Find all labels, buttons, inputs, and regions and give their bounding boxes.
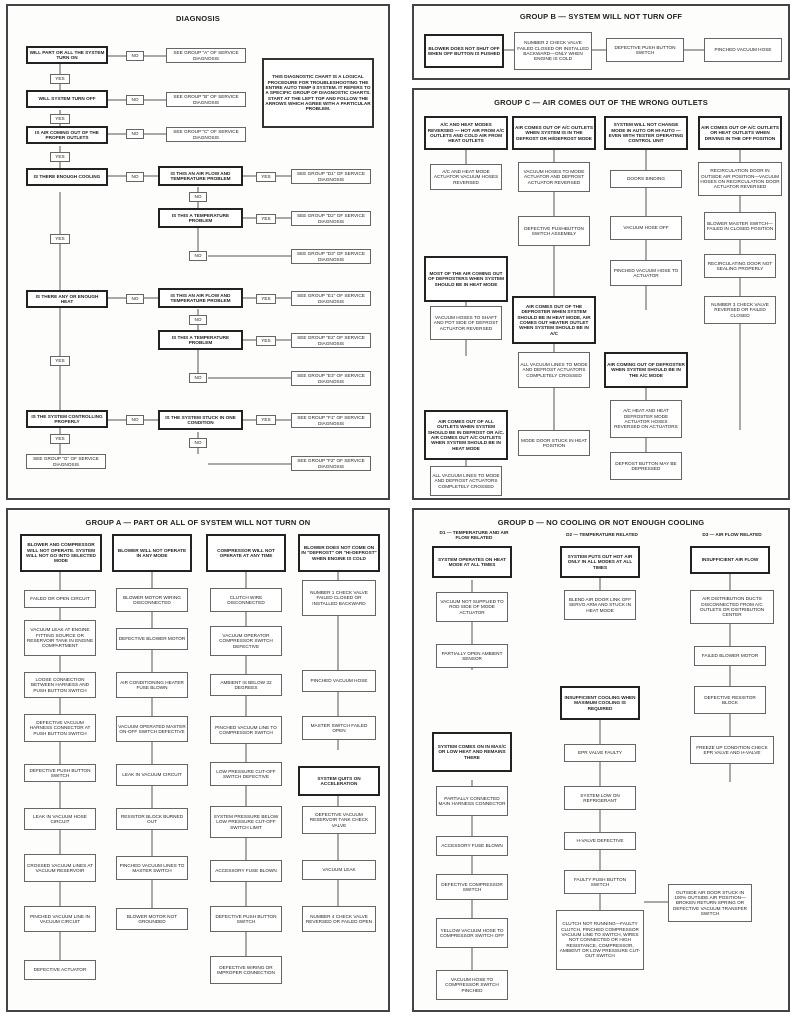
group-d-heading: SYSTEM PUTS OUT HOT AIR ONLY IN ALL MODES AT ALL TIMES xyxy=(560,546,640,578)
question-enough-cooling: IS THERE ENOUGH COOLING xyxy=(26,168,108,186)
group-a-cause: LEAK IN VACUUM HOSE CIRCUIT xyxy=(24,808,96,830)
group-d-cause: PARTIALLY CONNECTED MAIN HARNESS CONNECTOR xyxy=(436,786,508,816)
question-temp-problem: IS THIS A TEMPERATURE PROBLEM xyxy=(158,208,243,228)
group-d-cause: FAILED BLOWER MOTOR xyxy=(694,646,766,666)
group-d-heading: INSUFFICIENT COOLING WHEN MAXIMUM COOLING IS REQUIRED xyxy=(560,686,640,720)
group-c-cause: DEFROST BUTTON MAY BE DEPRESSED xyxy=(610,452,682,480)
no-label: NO xyxy=(126,415,144,425)
group-a-cause: VACUUM OPERATED MASTER ON-OFF SWITCH DEFECTIVE xyxy=(116,716,188,742)
group-c-cause: A/C HEAT AND HEAT DEFROSTER MODE ACTUATOR HOSES REVERSED ON ACTUATORS xyxy=(610,400,682,438)
see-group-d2: SEE GROUP "D2" OF SERVICE DIAGNOSIS xyxy=(291,211,371,226)
group-b-cause: PINCHED VACUUM HOSE xyxy=(704,38,782,62)
group-b-heading: BLOWER DOES NOT SHUT OFF WHEN OFF BUTTON IS PUSHED xyxy=(424,34,504,68)
see-group-e3: SEE GROUP "E3" OF SERVICE DIAGNOSIS xyxy=(291,371,371,386)
group-c-cause: VACUUM HOSES TO MODE ACTUATOR AND DEFROST ACTUATOR REVERSED xyxy=(518,162,590,192)
group-a-cause: PINCHED VACUUM LINE IN VACUUM CIRCUIT xyxy=(24,906,96,932)
yes-label: YES xyxy=(50,152,70,162)
group-a-cause: VACUUM OPERATOR COMPRESSOR SWITCH DEFECTIVE xyxy=(210,626,282,656)
see-group-g: SEE GROUP "G" OF SERVICE DIAGNOSIS xyxy=(26,454,106,469)
group-a-cause: DEFECTIVE PUSH BUTTON SWITCH xyxy=(210,906,282,932)
group-d-cause: ACCESSORY FUSE BLOWN xyxy=(436,836,508,856)
group-a-cause: ACCESSORY FUSE BLOWN xyxy=(210,860,282,882)
no-label: NO xyxy=(189,315,207,325)
group-d-cause-side: OUTSIDE AIR DOOR STUCK IN 100% OUTSIDE AIR POSITION—BROKEN RETURN SPRING OR DEFECTIVE VACUUM TRANSFER SWITCH xyxy=(668,884,752,922)
see-group-f2: SEE GROUP "F2" OF SERVICE DIAGNOSIS xyxy=(291,456,371,471)
see-group-d3: SEE GROUP "D3" OF SERVICE DIAGNOSIS xyxy=(291,249,371,264)
group-c-heading: AIR COMES OUT OF A/C OUTLETS WHEN SYSTEM IS IN THE DEFROST OR HI/DEFROST MODE xyxy=(512,116,596,150)
see-group-f1: SEE GROUP "F1" OF SERVICE DIAGNOSIS xyxy=(291,413,371,428)
group-c-cause: RECIRCULATION DOOR IN OUTSIDE AIR POSITION—VACUUM HOSES ON RECIRCULATION DOOR ACTUATOR REVERSED xyxy=(698,162,782,196)
group-c-cause: BLOWER MASTER SWITCH—FAILED IN CLOSED POSITION xyxy=(704,212,776,240)
question-system-turn-on: WILL PART OR ALL THE SYSTEM TURN ON xyxy=(26,46,108,64)
group-d-cause: DEFECTIVE COMPRESSOR SWITCH xyxy=(436,874,508,900)
group-a-cause: LOW PRESSURE CUT-OFF SWITCH DEFECTIVE xyxy=(210,762,282,786)
group-c-heading: AIR COMING OUT OF DEFROSTER WHEN SYSTEM SHOULD BE IN THE A/C MODE xyxy=(604,352,688,388)
group-c-cause: DOORS BINDING xyxy=(610,170,682,188)
group-b-cause: DEFECTIVE PUSH BUTTON SWITCH xyxy=(606,38,684,62)
question-stuck-condition: IS THE SYSTEM STUCK IN ONE CONDITION xyxy=(158,410,243,430)
yes-label: YES xyxy=(256,336,276,346)
yes-label: YES xyxy=(50,434,70,444)
see-group-d1: SEE GROUP "D1" OF SERVICE DIAGNOSIS xyxy=(291,169,371,184)
group-a-cause: DEFECTIVE ACTUATOR xyxy=(24,960,96,980)
group-c-cause: ALL VACUUM LINES TO MODE AND DEFROST ACTUATORS COMPLETELY CROSSED xyxy=(518,352,590,388)
question-airflow-temp-2: IS THIS AN AIR FLOW AND TEMPERATURE PROBLEM xyxy=(158,288,243,308)
group-a-cause: DEFECTIVE VACUUM HARNESS CONNECTOR AT PUSH BUTTON SWITCH xyxy=(24,714,96,742)
group-a-cause: DEFECTIVE BLOWER MOTOR xyxy=(116,628,188,650)
yes-label: YES xyxy=(256,294,276,304)
group-c-panel xyxy=(412,88,790,500)
group-c-heading: AIR COMES OUT OF A/C OUTLETS OR HEAT OUTLETS WHEN DRIVING IN THE OFF POSITION xyxy=(698,116,782,150)
yes-label: YES xyxy=(50,234,70,244)
group-a-cause: DEFECTIVE WIRING OR IMPROPER CONNECTION xyxy=(210,956,282,984)
group-a-cause: BLOWER MOTOR NOT GROUNDED xyxy=(116,908,188,930)
group-a-heading: SYSTEM QUITS ON ACCELERATION xyxy=(298,766,380,796)
see-group-b: SEE GROUP "B" OF SERVICE DIAGNOSIS xyxy=(166,92,246,107)
group-d-cause: SYSTEM LOW ON REFRIGERANT xyxy=(564,786,636,810)
diagnosis-title: DIAGNOSIS xyxy=(176,14,220,23)
group-b-title: GROUP B — SYSTEM WILL NOT TURN OFF xyxy=(519,12,683,21)
group-a-cause: PINCHED VACUUM LINE TO COMPRESSOR SWITCH xyxy=(210,716,282,744)
group-c-cause: PINCHED VACUUM HOSE TO ACTUATOR xyxy=(610,260,682,286)
group-d-cause: VACUUM HOSE TO COMPRESSOR SWITCH PINCHED xyxy=(436,970,508,1000)
group-d-subtitle: D1 — TEMPERATURE AND AIR FLOW RELATED xyxy=(439,529,509,540)
group-a-cause: BLOWER MOTOR WIRING DISCONNECTED xyxy=(116,588,188,612)
group-a-cause: NUMBER 4 CHECK VALVE REVERSED OR FAILED OPEN xyxy=(302,906,376,932)
group-d-cause: CLUTCH NOT RUNNING—FAULTY CLUTCH, PINCHED COMPRESSOR VACUUM LINE TO SWITCH, WIRES NOT CONNECTED OR HIGH RESISTANCE, COMPRESSOR, AMBIENT OR LOW PRESSURE CUT-OUT SWITCH xyxy=(556,910,644,970)
group-a-heading: BLOWER DOES NOT COME ON IN "DEFROST" OR "HI-DEFROST" WHEN ENGINE IS COLD xyxy=(298,534,380,572)
group-c-cause: DEFECTIVE PUSHBUTTON SWITCH ASSEMBLY xyxy=(518,216,590,246)
group-a-cause: DEFECTIVE VACUUM RESERVOIR TANK CHECK VALVE xyxy=(302,806,376,834)
group-a-heading: BLOWER AND COMPRESSOR WILL NOT OPERATE. SYSTEM WILL NOT GO INTO SELECTED MODE xyxy=(20,534,102,572)
group-b-panel xyxy=(412,4,790,80)
no-label: NO xyxy=(189,251,207,261)
group-d-cause: VACUUM NOT SUPPLIED TO ROD SIDE OF MODE ACTUATOR xyxy=(436,592,508,622)
group-a-cause: VACUUM LEAK AT ENGINE FITTING SOURCE OR RESERVOIR TANK IN ENGINE COMPARTMENT xyxy=(24,620,96,656)
yes-label: YES xyxy=(256,172,276,182)
group-a-cause: LOOSE CONNECTION BETWEEN HARNESS AND PUSH BUTTON SWITCH xyxy=(24,672,96,698)
group-d-cause: EPR VALVE FAULTY xyxy=(564,744,636,762)
group-a-cause: RESISTOR BLOCK BURNED OUT xyxy=(116,808,188,830)
group-d-cause: DEFECTIVE RESISTOR BLOCK xyxy=(694,686,766,714)
group-d-cause: FREEZE UP CONDITION CHECK EPR VALVE AND H-VALVE xyxy=(690,736,774,764)
question-airflow-temp: IS THIS AN AIR FLOW AND TEMPERATURE PROBLEM xyxy=(158,166,243,186)
question-system-turn-off: WILL SYSTEM TURN OFF xyxy=(26,90,108,108)
group-c-heading: MOST OF THE AIR COMING OUT OF DEFROSTERS WHEN SYSTEM SHOULD BE IN HEAT MODE xyxy=(424,256,508,302)
group-d-cause: BLEND AIR DOOR LINK OFF SERVO ARM AND STUCK IN HEAT MODE xyxy=(564,590,636,620)
no-label: NO xyxy=(126,294,144,304)
see-group-e2: SEE GROUP "E2" OF SERVICE DIAGNOSIS xyxy=(291,333,371,348)
group-d-subtitle: D2 — TEMPERATURE RELATED xyxy=(566,532,638,538)
group-c-heading: SYSTEM WILL NOT CHANGE MODE IN AUTO OR HI-AUTO — EVEN WITH TESTER OPERATING CONTROL UNIT xyxy=(604,116,688,150)
no-label: NO xyxy=(189,192,207,202)
group-d-subtitle: D3 — AIR FLOW RELATED xyxy=(702,532,762,538)
no-label: NO xyxy=(126,51,144,61)
group-d-title: GROUP D — NO COOLING OR NOT ENOUGH COOLING xyxy=(497,518,705,527)
group-a-cause: NUMBER 1 CHECK VALVE FAILED CLOSED OR INSTALLED BACKWARD xyxy=(302,580,376,616)
group-c-heading: AIR COMES OUT OF THE DEFROSTER WHEN SYSTEM SHOULD BE IN HEAT MODE, AIR COMES OUT HEATER OUTLET WHEN SYSTEM SHOULD BE IN A/C xyxy=(512,296,596,344)
see-group-c: SEE GROUP "C" OF SERVICE DIAGNOSIS xyxy=(166,127,246,142)
no-label: NO xyxy=(126,172,144,182)
group-c-heading: AIR COMES OUT OF ALL OUTLETS WHEN SYSTEM SHOULD BE IN DEFROST OR A/C. AIR COMES OUT A/C OUTLETS WHEN SYSTEM SHOULD BE IN HEAT MODE xyxy=(424,410,508,460)
group-c-cause: MODE DOOR STUCK IN HEAT POSITION xyxy=(518,430,590,456)
group-d-panel xyxy=(412,508,790,1012)
group-a-cause: PINCHED VACUUM LINES TO MASTER SWITCH xyxy=(116,856,188,880)
group-a-cause: MASTER SWITCH FAILED OPEN xyxy=(302,716,376,740)
group-c-cause: RECIRCULATING DOOR NOT SEALING PROPERLY xyxy=(704,254,776,278)
no-label: NO xyxy=(126,129,144,139)
group-c-heading: A/C AND HEAT MODES REVERSED — HOT AIR FROM A/C OUTLETS AND COLD AIR FROM HEAT OUTLETS xyxy=(424,116,508,150)
yes-label: YES xyxy=(50,114,70,124)
yes-label: YES xyxy=(256,214,276,224)
group-d-heading: SYSTEM COMES ON IN MAX/C OR LOW HEAT AND REMAINS THERE xyxy=(432,732,512,772)
group-c-cause: A/C AND HEAT MODE ACTUATOR VACUUM HOSES REVERSED xyxy=(430,164,502,190)
group-c-cause: VACUUM HOSE OFF xyxy=(610,216,682,240)
group-c-title: GROUP C — AIR COMES OUT OF THE WRONG OUTLETS xyxy=(494,98,708,107)
group-d-cause: PARTIALLY OPEN AMBIENT SENSOR xyxy=(436,644,508,668)
group-a-cause: DEFECTIVE PUSH BUTTON SWITCH xyxy=(24,764,96,782)
question-enough-heat: IS THERE ANY OR ENOUGH HEAT xyxy=(26,290,108,308)
group-d-cause: AIR DISTRIBUTION DUCTS DISCONNECTED FROM A/C OUTLETS OR DISTRIBUTION CENTER xyxy=(690,590,774,624)
group-a-cause: PINCHED VACUUM HOSE xyxy=(302,670,376,692)
group-a-cause: AIR CONDITIONING HEATER FUSE BLOWN xyxy=(116,672,188,698)
group-c-cause: NUMBER 3 CHECK VALVE REVERSED OR FAILED CLOSED xyxy=(704,296,776,324)
group-a-title: GROUP A — PART OR ALL OF SYSTEM WILL NOT TURN ON xyxy=(85,518,311,527)
group-d-heading: INSUFFICIENT AIR FLOW xyxy=(690,546,770,574)
group-a-cause: CROSSED VACUUM LINES AT VACUUM RESERVOIR xyxy=(24,854,96,882)
no-label: NO xyxy=(126,95,144,105)
question-temp-problem-2: IS THIS A TEMPERATURE PROBLEM xyxy=(158,330,243,350)
group-a-heading: COMPRESSOR WILL NOT OPERATE AT ANY TIME xyxy=(206,534,286,572)
group-a-cause: AMBIENT IS BELOW 32 DEGREES xyxy=(210,674,282,696)
yes-label: YES xyxy=(50,356,70,366)
group-b-cause: NUMBER 2 CHECK VALVE FAILED CLOSED OR INSTALLED BACKWARD—ONLY WHEN ENGINE IS COLD xyxy=(514,32,592,70)
group-a-heading: BLOWER WILL NOT OPERATE IN ANY MODE xyxy=(112,534,192,572)
no-label: NO xyxy=(189,438,207,448)
question-controlling-properly: IS THE SYSTEM CONTROLLING PROPERLY xyxy=(26,410,108,428)
yes-label: YES xyxy=(256,415,276,425)
no-label: NO xyxy=(189,373,207,383)
question-proper-outlets: IS AIR COMING OUT OF THE PROPER OUTLETS xyxy=(26,126,108,144)
diagnostic-note: THIS DIAGNOSTIC CHART IS A LOGICAL PROCEDURE FOR TROUBLESHOOTING THE ENTIRE AUTO TEMP II SYSTEM. IT REFERS TO A SPECIFIC GROUP OF DIAGNOSTIC CHARTS. START AT THE LEFT TOP AND FOLLOW THE ARROWS WHICH AGREE WITH A PARTICULAR PROBLEM. xyxy=(262,58,374,128)
group-a-cause: CLUTCH WIRE DISCONNECTED xyxy=(210,588,282,612)
group-d-cause: FAULTY PUSH BUTTON SWITCH xyxy=(564,870,636,894)
group-d-cause: H-VALVE DEFECTIVE xyxy=(564,832,636,850)
group-d-cause: YELLOW VACUUM HOSE TO COMPRESSOR SWITCH OFF xyxy=(436,918,508,948)
group-a-cause: VACUUM LEAK xyxy=(302,860,376,880)
diagnosis-panel xyxy=(6,4,390,500)
group-c-cause: VACUUM HOSES TO SHAFT AND POT SIDE OF DEFROST ACTUATOR REVERSED xyxy=(430,306,502,340)
group-c-cause: ALL VACUUM LINES TO MODE AND DEFROST ACTUATORS COMPLETELY CROSSED xyxy=(430,466,502,496)
group-a-panel xyxy=(6,508,390,1012)
yes-label: YES xyxy=(50,74,70,84)
see-group-a: SEE GROUP "A" OF SERVICE DIAGNOSIS xyxy=(166,48,246,63)
group-a-cause: LEAK IN VACUUM CIRCUIT xyxy=(116,764,188,786)
group-a-cause: FAILED OR OPEN CIRCUIT xyxy=(24,590,96,608)
see-group-e1: SEE GROUP "E1" OF SERVICE DIAGNOSIS xyxy=(291,291,371,306)
group-d-heading: SYSTEM OPERATES ON HEAT MODE AT ALL TIMES xyxy=(432,546,512,578)
group-a-cause: SYSTEM PRESSURE BELOW LOW PRESSURE CUT-OFF SWITCH LIMIT xyxy=(210,806,282,838)
